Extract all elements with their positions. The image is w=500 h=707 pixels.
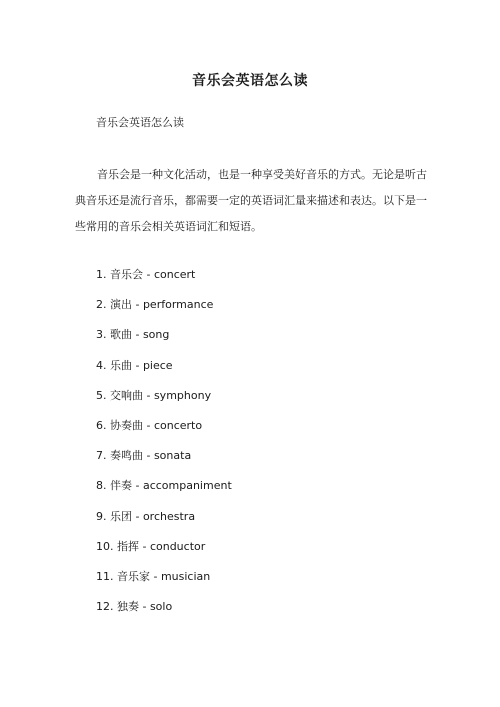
document-subtitle: 音乐会英语怎么读 xyxy=(96,116,184,129)
vocabulary-item: 9. 乐团 - orchestra xyxy=(96,509,196,523)
vocabulary-item: 6. 协奏曲 - concerto xyxy=(96,418,203,432)
vocabulary-item: 11. 音乐家 - musician xyxy=(96,569,211,583)
vocabulary-item: 12. 独奏 - solo xyxy=(96,600,173,614)
document-title: 音乐会英语怎么读 xyxy=(192,73,308,89)
vocabulary-item: 3. 歌曲 - song xyxy=(96,328,170,342)
vocabulary-item: 4. 乐曲 - piece xyxy=(96,358,173,372)
vocabulary-list xyxy=(96,267,232,629)
vocabulary-item: 8. 伴奏 - accompaniment xyxy=(96,479,232,493)
vocabulary-item: 1. 音乐会 - concert xyxy=(96,268,196,281)
intro-paragraph: 音乐会是一种文化活动，也是一种享受美好音乐的方式。无论是听古典音乐还是流行音乐，都需要一定的英语词汇量来描述和表达。以下是一些常用的音乐会相关英语词汇和短语。 xyxy=(75,168,427,233)
vocabulary-item: 7. 奏鸣曲 - sonata xyxy=(96,449,192,463)
vocabulary-item: 2. 演出 - performance xyxy=(96,298,214,312)
vocabulary-item: 10. 指挥 - conductor xyxy=(96,539,206,553)
vocabulary-item: 5. 交响曲 - symphony xyxy=(96,388,212,402)
